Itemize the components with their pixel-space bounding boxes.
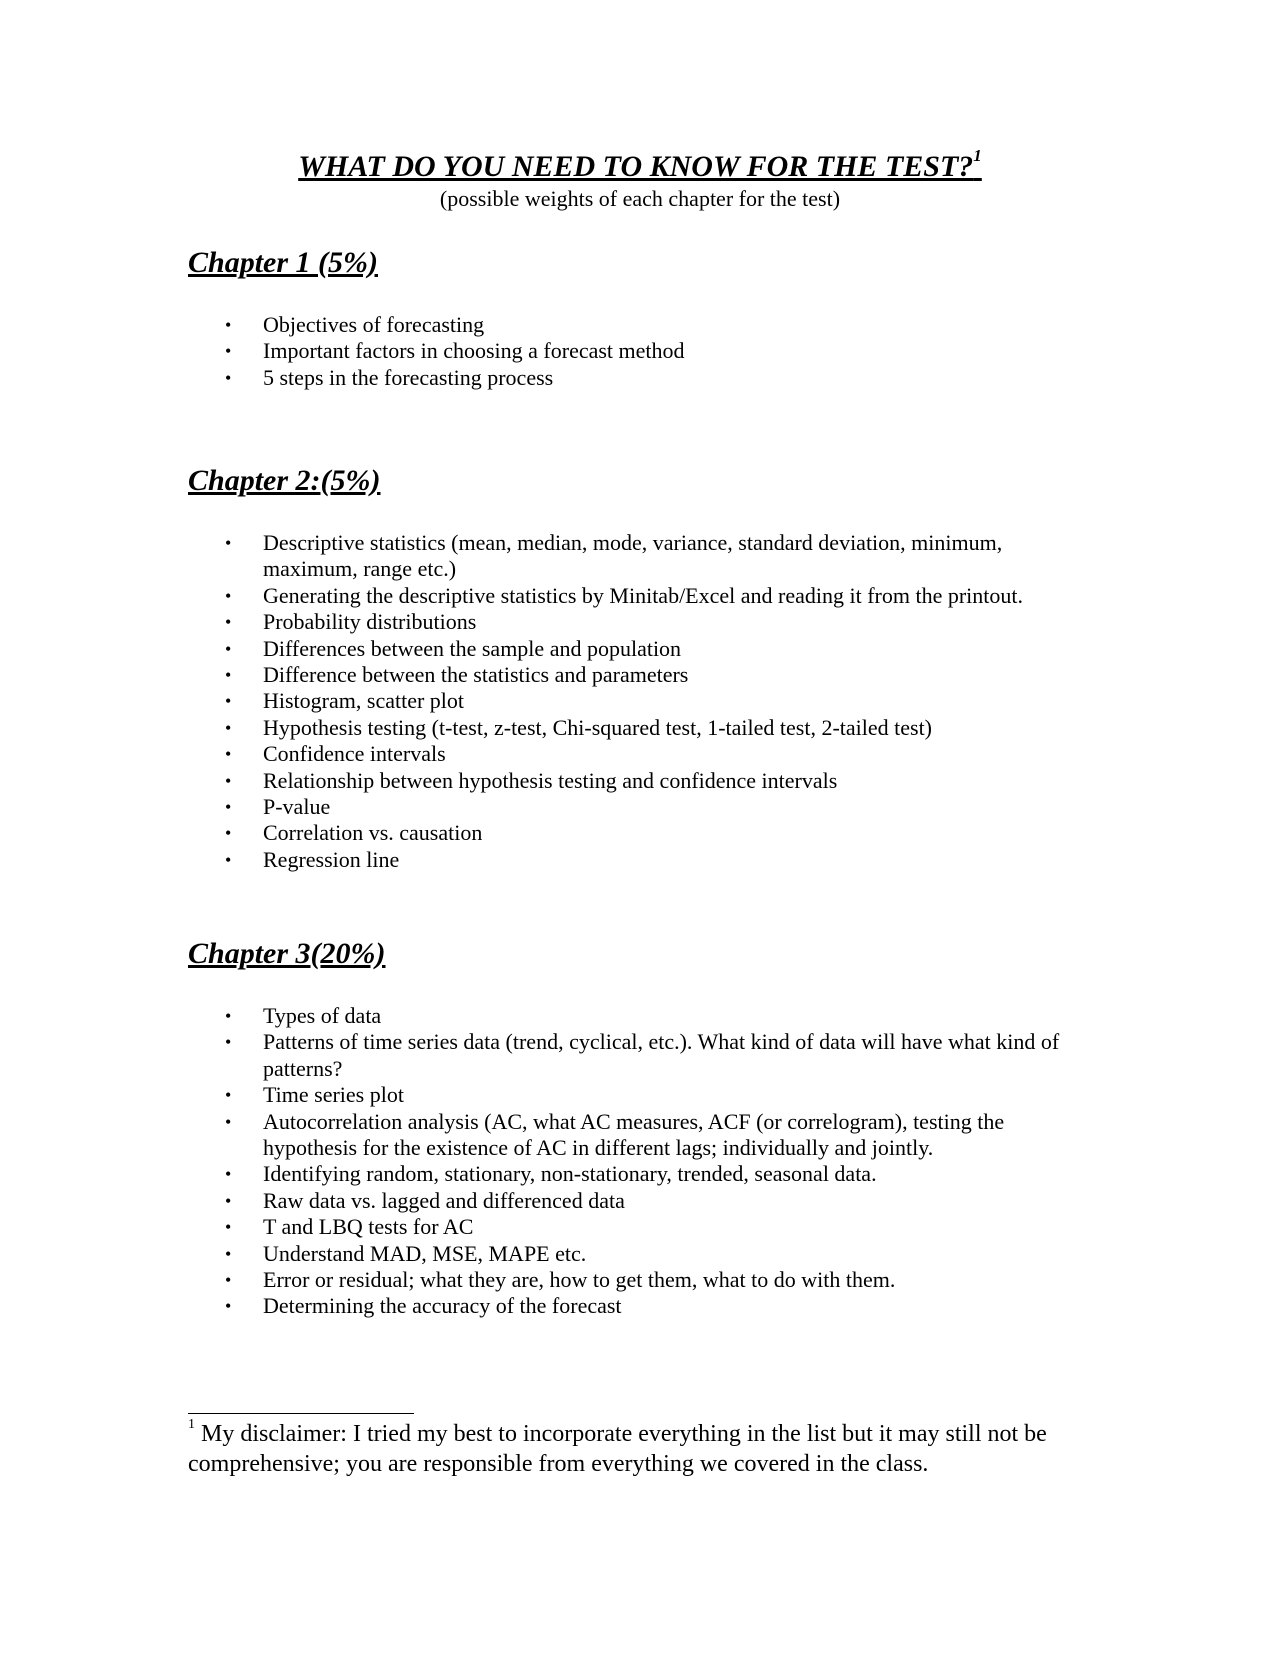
list-item-text: Time series plot xyxy=(263,1082,404,1108)
bullet-icon: • xyxy=(225,315,232,335)
bullet-icon: • xyxy=(225,717,232,738)
list-item xyxy=(188,1214,1092,1240)
document-subtitle: (possible weights of each chapter for the test) xyxy=(439,186,841,211)
list-item-text: Important factors in choosing a forecast method xyxy=(263,338,685,364)
list-item-text: Generating the descriptive statistics by Minitab/Excel and reading it from the printout. xyxy=(263,582,1024,608)
bullet-icon: • xyxy=(225,533,232,553)
list-item-text: Descriptive statistics (mean, median, mode, variance, standard deviation, minimum, maximum, range etc.) xyxy=(263,530,1003,582)
list-item xyxy=(188,794,1092,820)
bullet-icon: • xyxy=(225,665,232,686)
bullet-icon: • xyxy=(225,341,232,362)
title-block xyxy=(188,146,1092,212)
list-item-text: Error or residual; what they are, how to get them, what to do with them. xyxy=(263,1267,896,1293)
chapter-1-list xyxy=(188,312,1092,391)
list-item xyxy=(188,636,1092,662)
list-item xyxy=(188,312,1092,338)
bullet-icon: • xyxy=(225,1006,232,1026)
title-footnote-ref: 1 xyxy=(973,146,982,165)
bullet-icon: • xyxy=(225,612,232,633)
list-item-text: Autocorrelation analysis (AC, what AC measures, ACF (or correlogram), testing the hypothesis for the existence of AC in different lags; individually and jointly. xyxy=(263,1108,1005,1161)
list-item xyxy=(188,609,1092,635)
footnote xyxy=(188,1417,1108,1479)
list-item xyxy=(188,662,1092,688)
bullet-icon: • xyxy=(225,770,232,791)
bullet-icon: • xyxy=(225,1190,232,1211)
list-item-text: Differences between the sample and population xyxy=(263,635,682,661)
chapter-3-list xyxy=(188,1003,1092,1320)
list-item-text: 5 steps in the forecasting process xyxy=(263,364,554,390)
list-item xyxy=(188,1161,1092,1187)
bullet-icon: • xyxy=(225,744,232,765)
chapter-2-heading: Chapter 2:(5%) xyxy=(188,464,381,497)
list-item-text: Identifying random, stationary, non-stationary, trended, seasonal data. xyxy=(263,1161,877,1187)
list-item-text: Probability distributions xyxy=(263,609,477,635)
list-item xyxy=(188,1293,1092,1319)
list-item-text: Histogram, scatter plot xyxy=(263,688,465,714)
bullet-icon: • xyxy=(225,797,232,818)
bullet-icon: • xyxy=(225,638,232,659)
list-item xyxy=(188,1082,1092,1108)
list-item-text: Raw data vs. lagged and differenced data xyxy=(263,1187,625,1213)
bullet-icon: • xyxy=(225,1217,232,1238)
list-item-text: Patterns of time series data (trend, cyclical, etc.). What kind of data will have what kind of patterns? xyxy=(263,1029,1060,1081)
list-item-text: Objectives of forecasting xyxy=(263,312,485,337)
list-item xyxy=(188,741,1092,767)
list-item xyxy=(188,715,1092,741)
list-item xyxy=(188,1267,1092,1293)
bullet-icon: • xyxy=(225,585,232,606)
list-item-text: Types of data xyxy=(263,1003,382,1028)
list-item xyxy=(188,365,1092,391)
list-item-text: P-value xyxy=(263,794,331,820)
list-item-text: Understand MAD, MSE, MAPE etc. xyxy=(263,1240,587,1266)
list-item xyxy=(188,820,1092,846)
list-item xyxy=(188,1029,1092,1082)
list-item-text: Relationship between hypothesis testing and confidence intervals xyxy=(263,767,838,793)
footnote-text: My disclaimer: I tried my best to incorporate everything in the list but it may still not be comprehensive; you are responsible from everything we covered in the class. xyxy=(188,1421,1047,1477)
list-item-text: Determining the accuracy of the forecast xyxy=(263,1293,622,1319)
list-item xyxy=(188,847,1092,873)
list-item-text: Hypothesis testing (t-test, z-test, Chi-squared test, 1-tailed test, 2-tailed test) xyxy=(263,714,933,740)
list-item xyxy=(188,1241,1092,1267)
bullet-icon: • xyxy=(225,1243,232,1264)
bullet-icon: • xyxy=(225,1111,232,1132)
chapter-3-heading: Chapter 3(20%) xyxy=(188,937,386,970)
list-item-text: Regression line xyxy=(263,846,400,872)
footnote-marker: 1 xyxy=(188,1417,195,1432)
chapter-1-section xyxy=(188,246,1092,391)
list-item-text: Confidence intervals xyxy=(263,741,446,767)
bullet-icon: • xyxy=(225,1296,232,1317)
chapter-3-section xyxy=(188,937,1092,1320)
list-item xyxy=(188,768,1092,794)
document-title xyxy=(188,146,1092,184)
chapter-1-heading: Chapter 1 (5%) xyxy=(188,246,378,279)
list-item xyxy=(188,1003,1092,1029)
list-item-text: Difference between the statistics and parameters xyxy=(263,662,689,688)
list-item xyxy=(188,583,1092,609)
list-item xyxy=(188,1188,1092,1214)
footnote-separator xyxy=(188,1413,414,1414)
chapter-2-list xyxy=(188,530,1092,873)
list-item-text: T and LBQ tests for AC xyxy=(263,1214,474,1240)
list-item-text: Correlation vs. causation xyxy=(263,820,483,846)
bullet-icon: • xyxy=(225,849,232,870)
list-item xyxy=(188,1109,1092,1162)
bullet-icon: • xyxy=(225,1085,232,1106)
list-item xyxy=(188,338,1092,364)
bullet-icon: • xyxy=(225,823,232,844)
list-item xyxy=(188,688,1092,714)
bullet-icon: • xyxy=(225,691,232,712)
bullet-icon: • xyxy=(225,1032,232,1053)
chapter-2-section xyxy=(188,464,1092,873)
bullet-icon: • xyxy=(225,1270,232,1291)
bullet-icon: • xyxy=(225,1164,232,1185)
list-item xyxy=(188,530,1092,583)
bullet-icon: • xyxy=(225,367,232,388)
document-title-text: WHAT DO YOU NEED TO KNOW FOR THE TEST? xyxy=(298,150,974,183)
